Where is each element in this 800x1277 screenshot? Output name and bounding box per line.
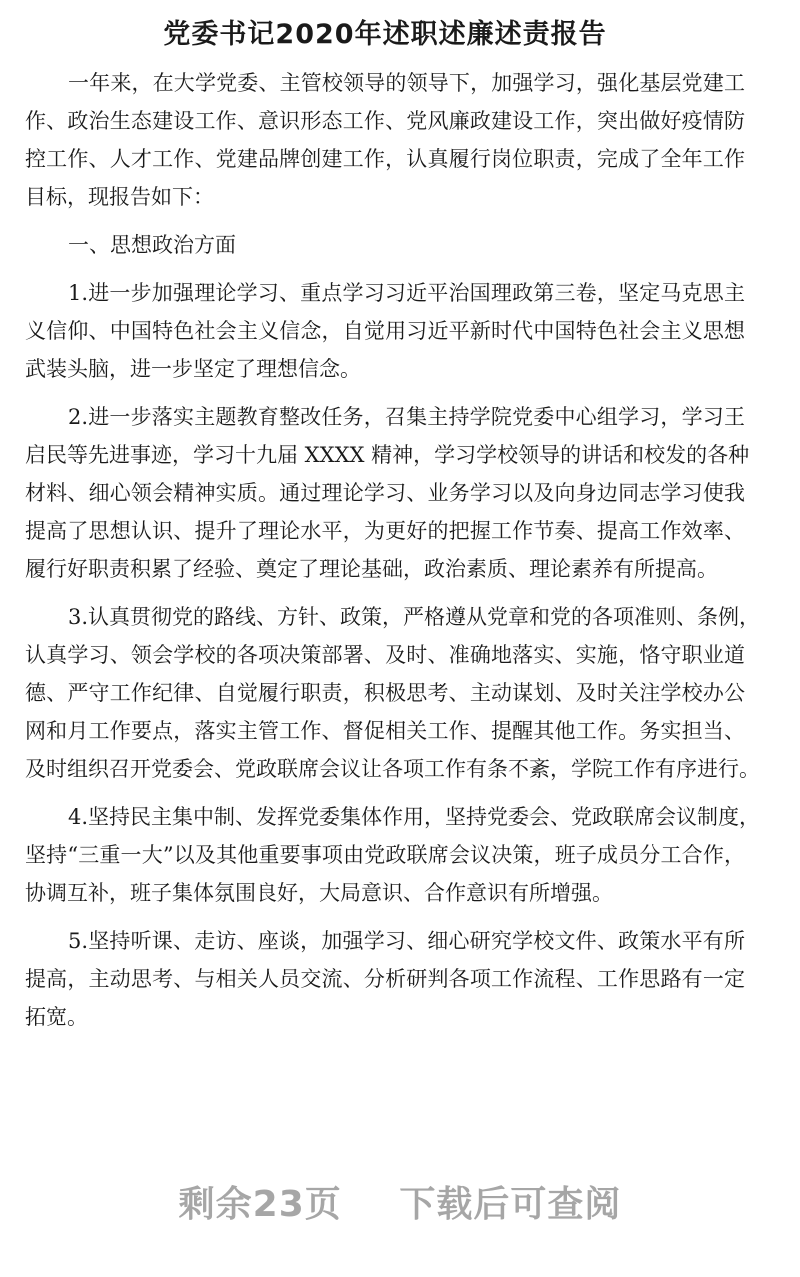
text-line: 2.进一步落实主题教育整改任务，召集主持学院党委中心组学习，学习王 <box>68 405 745 429</box>
text-line: 协调互补，班子集体氛围良好，大局意识、合作意识有所增强。 <box>25 881 613 905</box>
text-line: 3.认真贯彻党的路线、方针、政策，严格遵从党章和党的各项准则、条例， <box>68 605 761 629</box>
text-line: 武装头脑，进一步坚定了理想信念。 <box>25 357 361 381</box>
text-line: 提高，主动思考、与相关人员交流、分析研判各项工作流程、工作思路有一定 <box>25 967 745 991</box>
text-line: 义信仰、中国特色社会主义信念，自觉用习近平新时代中国特色社会主义思想 <box>25 319 745 343</box>
text-line: 及时组织召开党委会、党政联席会议让各项工作有条不紊，学院工作有序进行。 <box>25 757 760 781</box>
text-line: 网和月工作要点，落实主管工作、督促相关工作、提醒其他工作。务实担当、 <box>25 719 745 743</box>
paragraph <box>25 398 750 588</box>
paragraph <box>25 274 745 388</box>
paragraph <box>25 798 761 912</box>
text-line: 一年来，在大学党委、主管校领导的领导下，加强学习，强化基层党建工 <box>68 71 745 95</box>
text-line: 控工作、人才工作、党建品牌创建工作，认真履行岗位职责，完成了全年工作 <box>25 147 745 171</box>
paragraph <box>25 64 745 216</box>
text-line: 1.进一步加强理论学习、重点学习习近平治国理政第三卷，坚定马克思主 <box>68 281 745 305</box>
text-line: 拓宽。 <box>25 1005 88 1029</box>
paragraph <box>25 598 761 788</box>
text-line: 目标，现报告如下： <box>25 185 214 209</box>
text-line: 坚持“三重一大”以及其他重要事项由党政联席会议决策，班子成员分工合作， <box>25 843 745 867</box>
text-line: 德、严守工作纪律、自觉履行职责，积极思考、主动谋划、及时关注学校办公 <box>25 681 745 705</box>
text-line: 5.坚持听课、走访、座谈，加强学习、细心研究学校文件、政策水平有所 <box>68 929 745 953</box>
text-line: 4.坚持民主集中制、发挥党委集体作用，坚持党委会、党政联席会议制度， <box>68 805 761 829</box>
remaining-pages-label: 剩余23页 <box>178 1184 342 1225</box>
document-title: 党委书记2020年述职述廉述责报告 <box>163 19 607 50</box>
text-line: 启民等先进事迹，学习十九届 XXXX 精神，学习学校领导的讲话和校发的各种 <box>25 443 750 467</box>
paragraph <box>25 922 745 1036</box>
text-line: 材料、细心领会精神实质。通过理论学习、业务学习以及向身边同志学习使我 <box>25 481 745 505</box>
text-line: 认真学习、领会学校的各项决策部署、及时、准确地落实、实施，恪守职业道 <box>25 643 745 667</box>
text-line: 履行好职责积累了经验、奠定了理论基础，政治素质、理论素养有所提高。 <box>25 557 718 581</box>
text-line: 一、思想政治方面 <box>68 233 236 257</box>
text-line: 提高了思想认识、提升了理论水平，为更好的把握工作节奏、提高工作效率、 <box>25 519 745 543</box>
download-to-view-label[interactable]: 下载后可查阅 <box>399 1184 622 1225</box>
document-body <box>25 64 761 1046</box>
text-line: 作、政治生态建设工作、意识形态工作、党风廉政建设工作，突出做好疫情防 <box>25 109 745 133</box>
section-heading <box>25 226 745 264</box>
download-prompt[interactable] <box>0 1176 800 1227</box>
